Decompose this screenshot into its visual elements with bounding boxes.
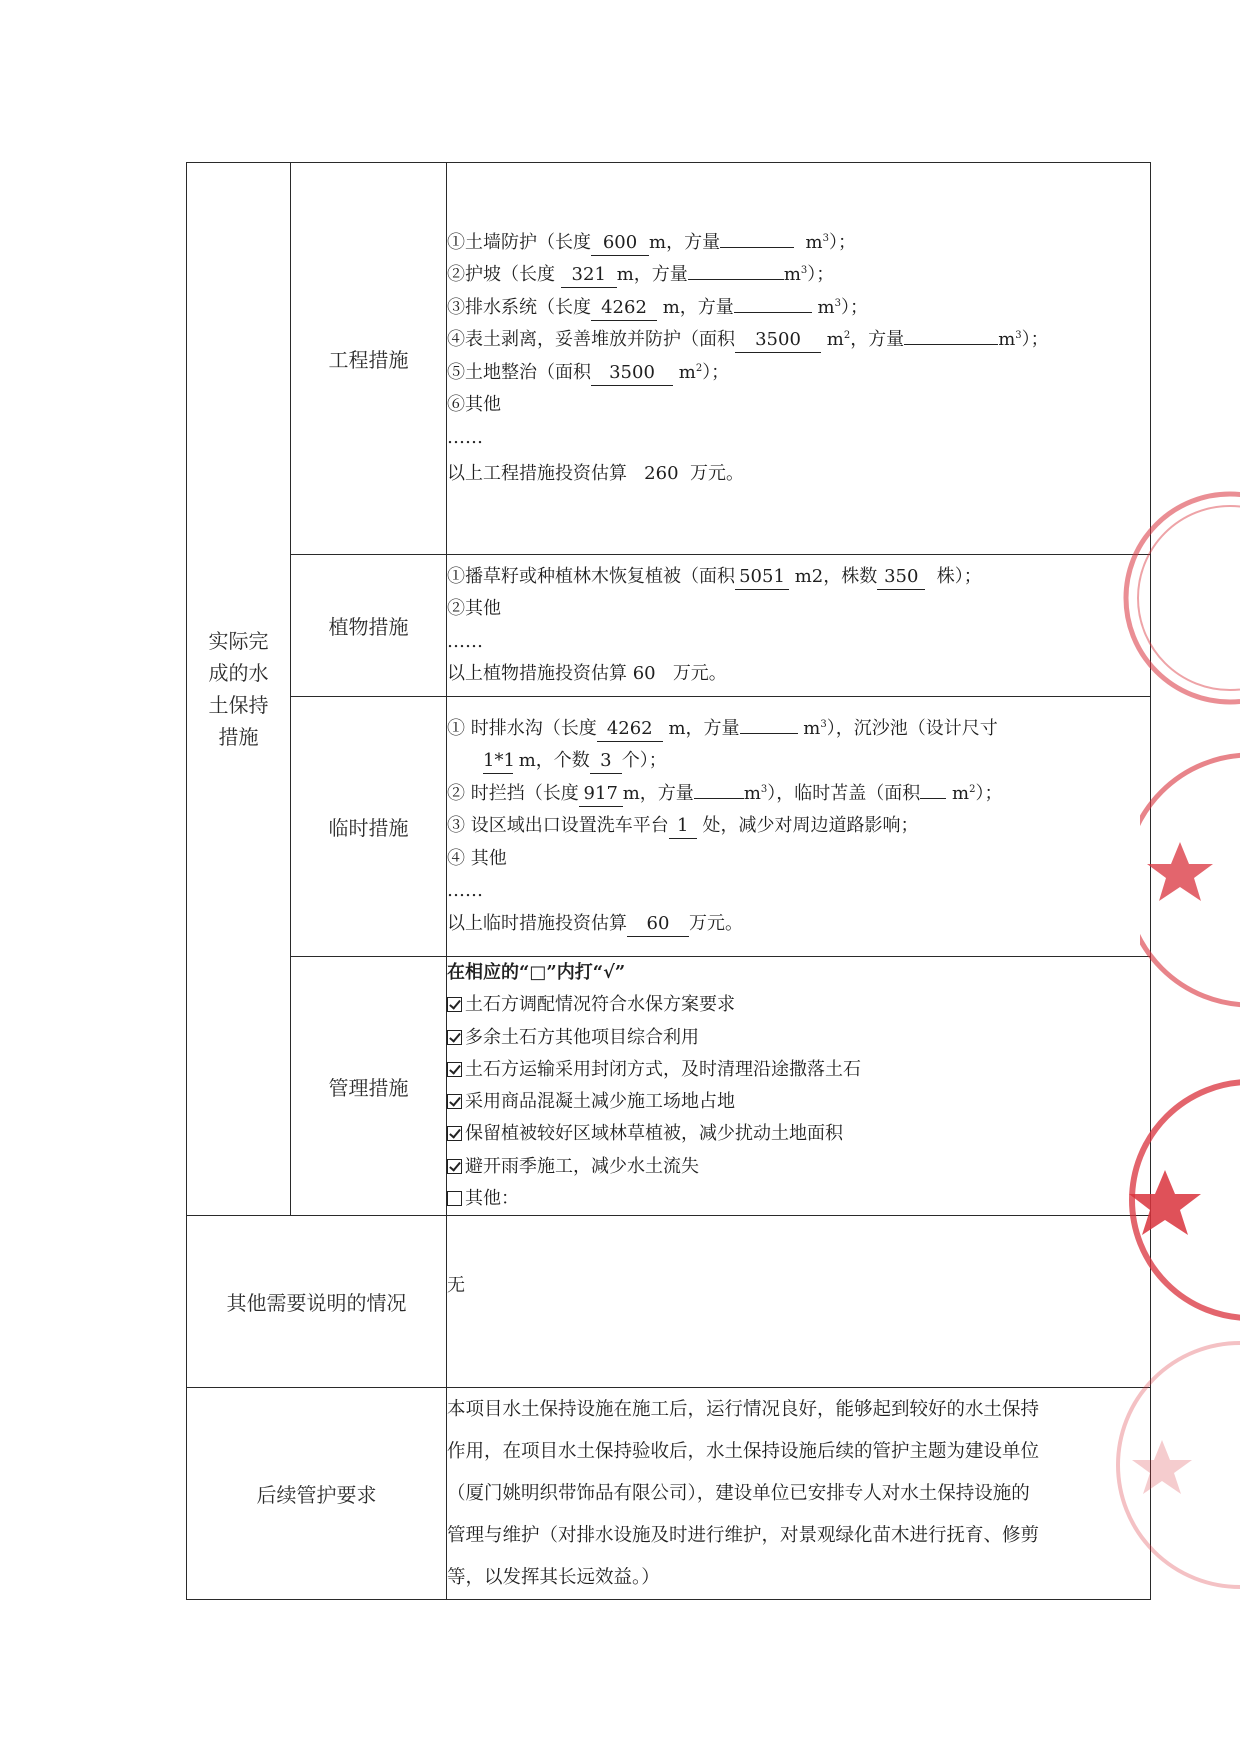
management-item[interactable]: 其他： [447, 1183, 1150, 1215]
temporary-label: 临时措施 [291, 697, 447, 957]
temp-line-3: ③ 设区域出口设置洗车平台 1 处，减少对周边道路影响； [447, 810, 1150, 843]
management-item[interactable]: 土石方调配情况符合水保方案要求 [447, 989, 1150, 1021]
plant-line-1: ①播草籽或种植林木恢复植被（面积 5051 m2，株数 350 株）； [447, 561, 1150, 594]
eng-line-3: ③排水系统（长度 4262 m，方量 $m^3$）； [447, 292, 1150, 325]
management-content [447, 957, 1151, 1216]
plant-dots: …… [447, 630, 483, 652]
followup-line: 等，以发挥其长远效益。） [447, 1566, 660, 1588]
followup-line: 作用，在项目水土保持验收后，水土保持设施后续的管护主题为建设单位 [447, 1440, 1040, 1462]
engineering-content [447, 163, 1151, 555]
temporary-content [447, 697, 1151, 957]
temp-line-1b: 1*1 m，个数 3 个）； [447, 745, 1150, 778]
management-item[interactable]: 采用商品混凝土减少施工场地占地 [447, 1086, 1150, 1118]
temp-line-4: ④ 其他 [447, 847, 507, 869]
plant-content [447, 555, 1151, 697]
checkbox-icon[interactable] [447, 1062, 462, 1077]
checkbox-icon[interactable] [447, 1030, 462, 1045]
eng-investment: 以上工程措施投资估算 260 万元。 [447, 463, 744, 484]
plant-investment: 以上植物措施投资估算 60 万元。 [447, 663, 727, 684]
management-item[interactable]: 保留植被较好区域林草植被，减少扰动土地面积 [447, 1118, 1150, 1150]
followup-line: 管理与维护（对排水设施及时进行维护，对景观绿化苗木进行抚育、修剪 [447, 1524, 1040, 1546]
official-seal-icon [1140, 740, 1240, 1020]
checkbox-icon[interactable] [447, 1094, 462, 1109]
measures-table [186, 162, 1151, 1600]
checkbox-icon[interactable] [447, 1126, 462, 1141]
eng-line-4: ④表土剥离，妥善堆放并防护（面积 3500 $m^2$，方量 $m^3$）； [447, 324, 1150, 357]
eng-line-6: ⑥其他 [447, 394, 501, 415]
followup-label: 后续管护要求 [187, 1388, 447, 1600]
temp-dots: …… [447, 880, 483, 902]
category-label: 实际完成的水土保持措施 [208, 629, 269, 750]
management-item[interactable]: 避开雨季施工，减少水土流失 [447, 1151, 1150, 1183]
temp-investment: 以上临时措施投资估算 60 万元。 [447, 908, 1150, 941]
followup-line: （厦门姚明织带饰品有限公司），建设单位已安排专人对水土保持设施的 [447, 1482, 1030, 1504]
management-item[interactable]: 土石方运输采用封闭方式，及时清理沿途撒落土石 [447, 1054, 1150, 1086]
management-item[interactable]: 多余土石方其他项目综合利用 [447, 1022, 1150, 1054]
plant-line-2: ②其他 [447, 598, 501, 619]
checkbox-icon[interactable] [447, 1159, 462, 1174]
management-header: 在相应的“□”内打“√” [447, 962, 626, 983]
management-label: 管理措施 [291, 957, 447, 1216]
plant-label: 植物措施 [291, 555, 447, 697]
temp-line-2: ② 时拦挡（长度 917 m，方量 $m^3$），临时苫盖（面积 $m^2$）； [447, 778, 1150, 811]
checkbox-icon[interactable] [447, 997, 462, 1012]
engineering-label: 工程措施 [291, 163, 447, 555]
category-cell [187, 163, 291, 1216]
followup-line: 本项目水土保持设施在施工后，运行情况良好，能够起到较好的水土保持 [447, 1398, 1040, 1420]
other-label: 其他需要说明的情况 [187, 1216, 447, 1388]
other-value: 无 [447, 1216, 1151, 1388]
checkbox-icon[interactable] [447, 1191, 462, 1206]
eng-line-1: ①土墙防护（长度 600 m，方量 $m^3$）； [447, 227, 1150, 260]
eng-line-5: ⑤土地整治（面积 3500 $m^2$）； [447, 357, 1150, 390]
eng-line-2: ②护坡（长度 321 m，方量 $m^3$）； [447, 259, 1150, 292]
temp-line-1: ① 时排水沟（长度 4262 m，方量 $m^3$），沉沙池（设计尺寸 [447, 713, 1150, 746]
eng-dots: …… [447, 426, 483, 448]
followup-content [447, 1388, 1151, 1600]
